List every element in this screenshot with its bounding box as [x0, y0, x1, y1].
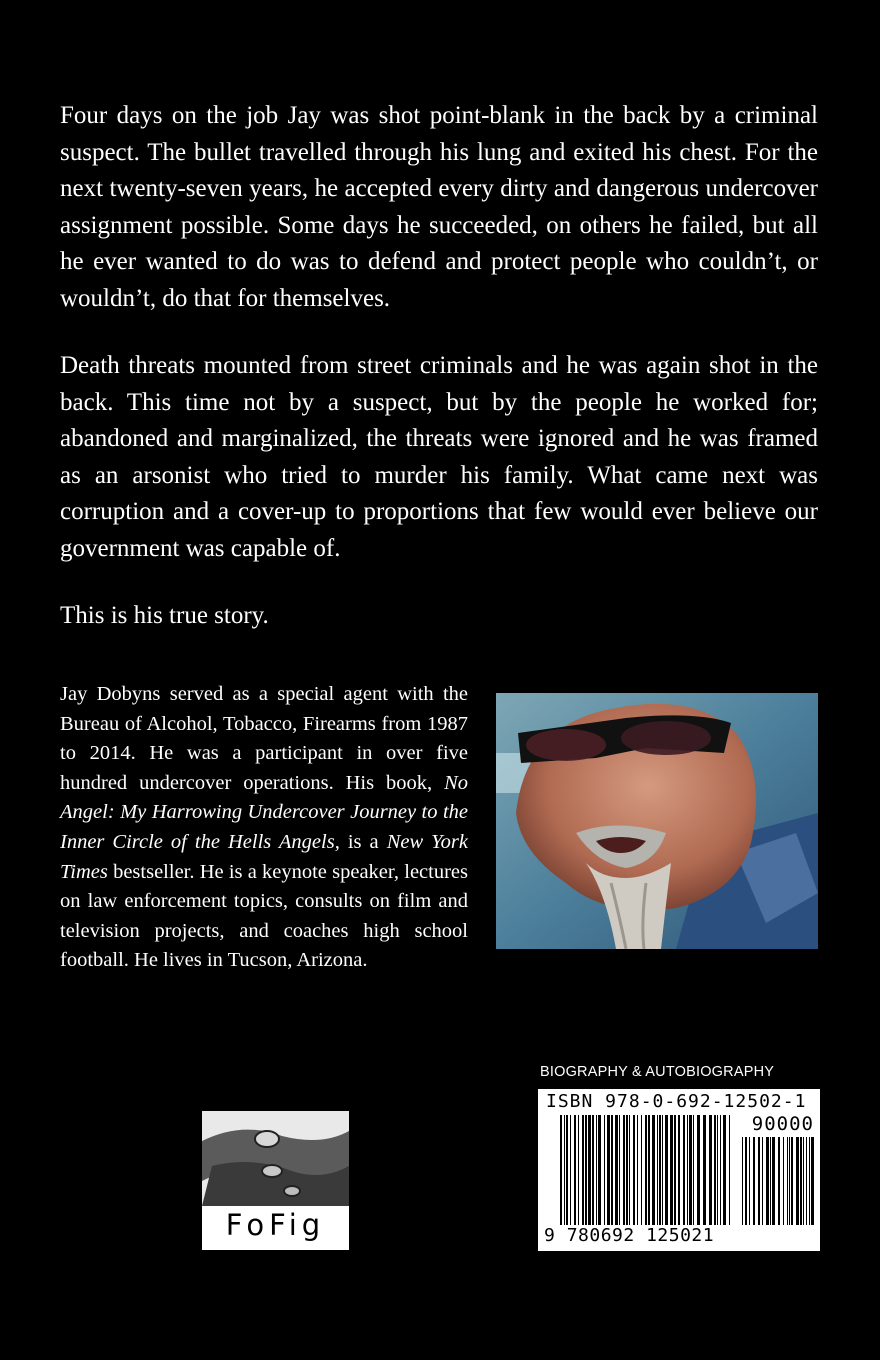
ean-barcode-bar: [670, 1115, 673, 1225]
publisher-logo: [202, 1111, 349, 1250]
author-bio-part-1: Jay Dobyns served as a special agent with the Bureau of Alcohol, Tobacco, Firearms from 1987 to 2014. He was a participant in over five hundred undercover operations. His book,: [60, 683, 468, 794]
ean-barcode-bar: [720, 1115, 721, 1225]
blurb-paragraph-1: Four days on the job Jay was shot point-blank in the back by a criminal suspect. The bullet travelled through his lung and exited his chest. For the next twenty-seven years, he accepted every dirty and dangerous undercover assignment possible. Some days he succeeded, on others he failed, but all he ever wanted to do was to defend and protect people who couldn’t, or wouldn’t, do that for themselves.: [60, 102, 818, 312]
ean-barcode-bar: [709, 1115, 712, 1225]
ean-barcode-bar: [623, 1115, 625, 1225]
ean-barcode-bar: [633, 1115, 635, 1225]
ean-barcode-bar: [615, 1115, 618, 1225]
ean-barcode-bar: [604, 1115, 605, 1225]
addon-barcode-bar: [749, 1137, 750, 1225]
ean-barcode-bar: [693, 1115, 694, 1225]
isbn-barcode: [538, 1089, 820, 1251]
isbn-label: ISBN 978-0-692-12502-1: [546, 1091, 807, 1112]
ean-barcode-bar: [598, 1115, 601, 1225]
book-title: No Angel: My Harrowing Undercover Journey to the Inner Circle of the Hells Angels,: [60, 771, 468, 853]
publication-name: New York Times: [60, 830, 469, 883]
ean-barcode-bar: [703, 1115, 706, 1225]
addon-barcode-bar: [800, 1137, 802, 1225]
addon-barcode-bar: [811, 1137, 814, 1225]
ean-barcode-bar: [683, 1115, 685, 1225]
addon-barcode-bar: [796, 1137, 799, 1225]
ean-barcode-bar: [714, 1115, 716, 1225]
ean-barcode-bar: [566, 1115, 568, 1225]
author-bio-part-3: bestseller. He is a keynote speaker, lectures on law enforcement topics, consults on film and television projects, and coaches high school football. He lives in Tucson, Arizona.: [60, 860, 468, 972]
blurb-paragraph-2: Death threats mounted from street criminals and he was again shot in the back. This time not by a suspect, but by the people he worked for; abandoned and marginalized, the threats were ignored and he was framed as an arsonist who tried to murder his family. What came next was corruption and a cover-up to proportions that few would ever believe our government was capable of.: [60, 352, 818, 562]
addon-barcode-bar: [783, 1137, 784, 1225]
ean-barcode-bar: [674, 1115, 676, 1225]
addon-barcode-bar: [803, 1137, 804, 1225]
ean-barcode-bar: [607, 1115, 610, 1225]
ean-barcode-bar: [585, 1115, 587, 1225]
ean-barcode-bar: [717, 1115, 718, 1225]
ean-barcode-bar: [564, 1115, 565, 1225]
author-bio-part-2: is a: [339, 830, 387, 853]
addon-barcode-bar: [791, 1137, 793, 1225]
ean-first-digit: 9: [544, 1225, 556, 1246]
ean-barcode-bar: [560, 1115, 562, 1225]
addon-barcode-bar: [806, 1137, 807, 1225]
ean-barcode-bar: [596, 1115, 597, 1225]
ean-barcode-bar: [629, 1115, 630, 1225]
addon-barcode-bar: [753, 1137, 755, 1225]
ean-barcode-bar: [657, 1115, 658, 1225]
category-label: BIOGRAPHY & AUTOBIOGRAPHY: [540, 1064, 775, 1080]
ean-group-1: 780692: [566, 1225, 635, 1246]
ean-barcode-bar: [662, 1115, 663, 1225]
ean-barcode-bar: [648, 1115, 650, 1225]
hands-with-rings-image: [202, 1111, 349, 1206]
addon-barcode-bar: [787, 1137, 788, 1225]
ean-barcode-bar: [652, 1115, 655, 1225]
author-bio: [60, 680, 468, 976]
ean-barcode-bar: [665, 1115, 668, 1225]
author-photo: [496, 693, 818, 949]
ean-digits: [544, 1225, 714, 1246]
ean-barcode-bar: [570, 1115, 571, 1225]
ean-barcode-bar: [729, 1115, 730, 1225]
addon-barcode-bar: [762, 1137, 763, 1225]
ean-barcode-bar: [641, 1115, 642, 1225]
ean-barcode-bar: [588, 1115, 591, 1225]
ean-barcode-bar: [574, 1115, 576, 1225]
ean-barcode-bar: [687, 1115, 688, 1225]
addon-barcode-bar: [789, 1137, 790, 1225]
ean-barcode-bar: [659, 1115, 661, 1225]
ean-group-2: 125021: [646, 1225, 715, 1246]
ean-barcode-bar: [578, 1115, 579, 1225]
addon-barcode-bar: [766, 1137, 769, 1225]
price-code: 90000: [751, 1113, 814, 1135]
ean-barcode-bar: [678, 1115, 680, 1225]
ean-barcode-bar: [619, 1115, 620, 1225]
addon-barcode-bar: [809, 1137, 810, 1225]
addon-barcode-bar: [745, 1137, 747, 1225]
addon-barcode-bar: [778, 1137, 780, 1225]
ean-barcode-bar: [697, 1115, 700, 1225]
ean-barcode-bar: [645, 1115, 647, 1225]
author-photo-illustration: [496, 693, 818, 949]
publisher-logo-name: FoFig: [225, 1208, 326, 1242]
ean-barcode-bar: [626, 1115, 628, 1225]
addon-barcode-bar: [772, 1137, 775, 1225]
addon-barcode-bar: [742, 1137, 743, 1225]
addon-barcode-bar: [758, 1137, 760, 1225]
ean-barcode-bar: [582, 1115, 584, 1225]
ean-barcode-bar: [637, 1115, 638, 1225]
blurb-paragraph-3: This is his true story.: [60, 602, 269, 629]
ean-barcode-bar: [723, 1115, 726, 1225]
ean-barcode-bar: [611, 1115, 613, 1225]
ean-barcode-bar: [592, 1115, 594, 1225]
ean-barcode-bar: [689, 1115, 692, 1225]
addon-barcode-bar: [770, 1137, 771, 1225]
